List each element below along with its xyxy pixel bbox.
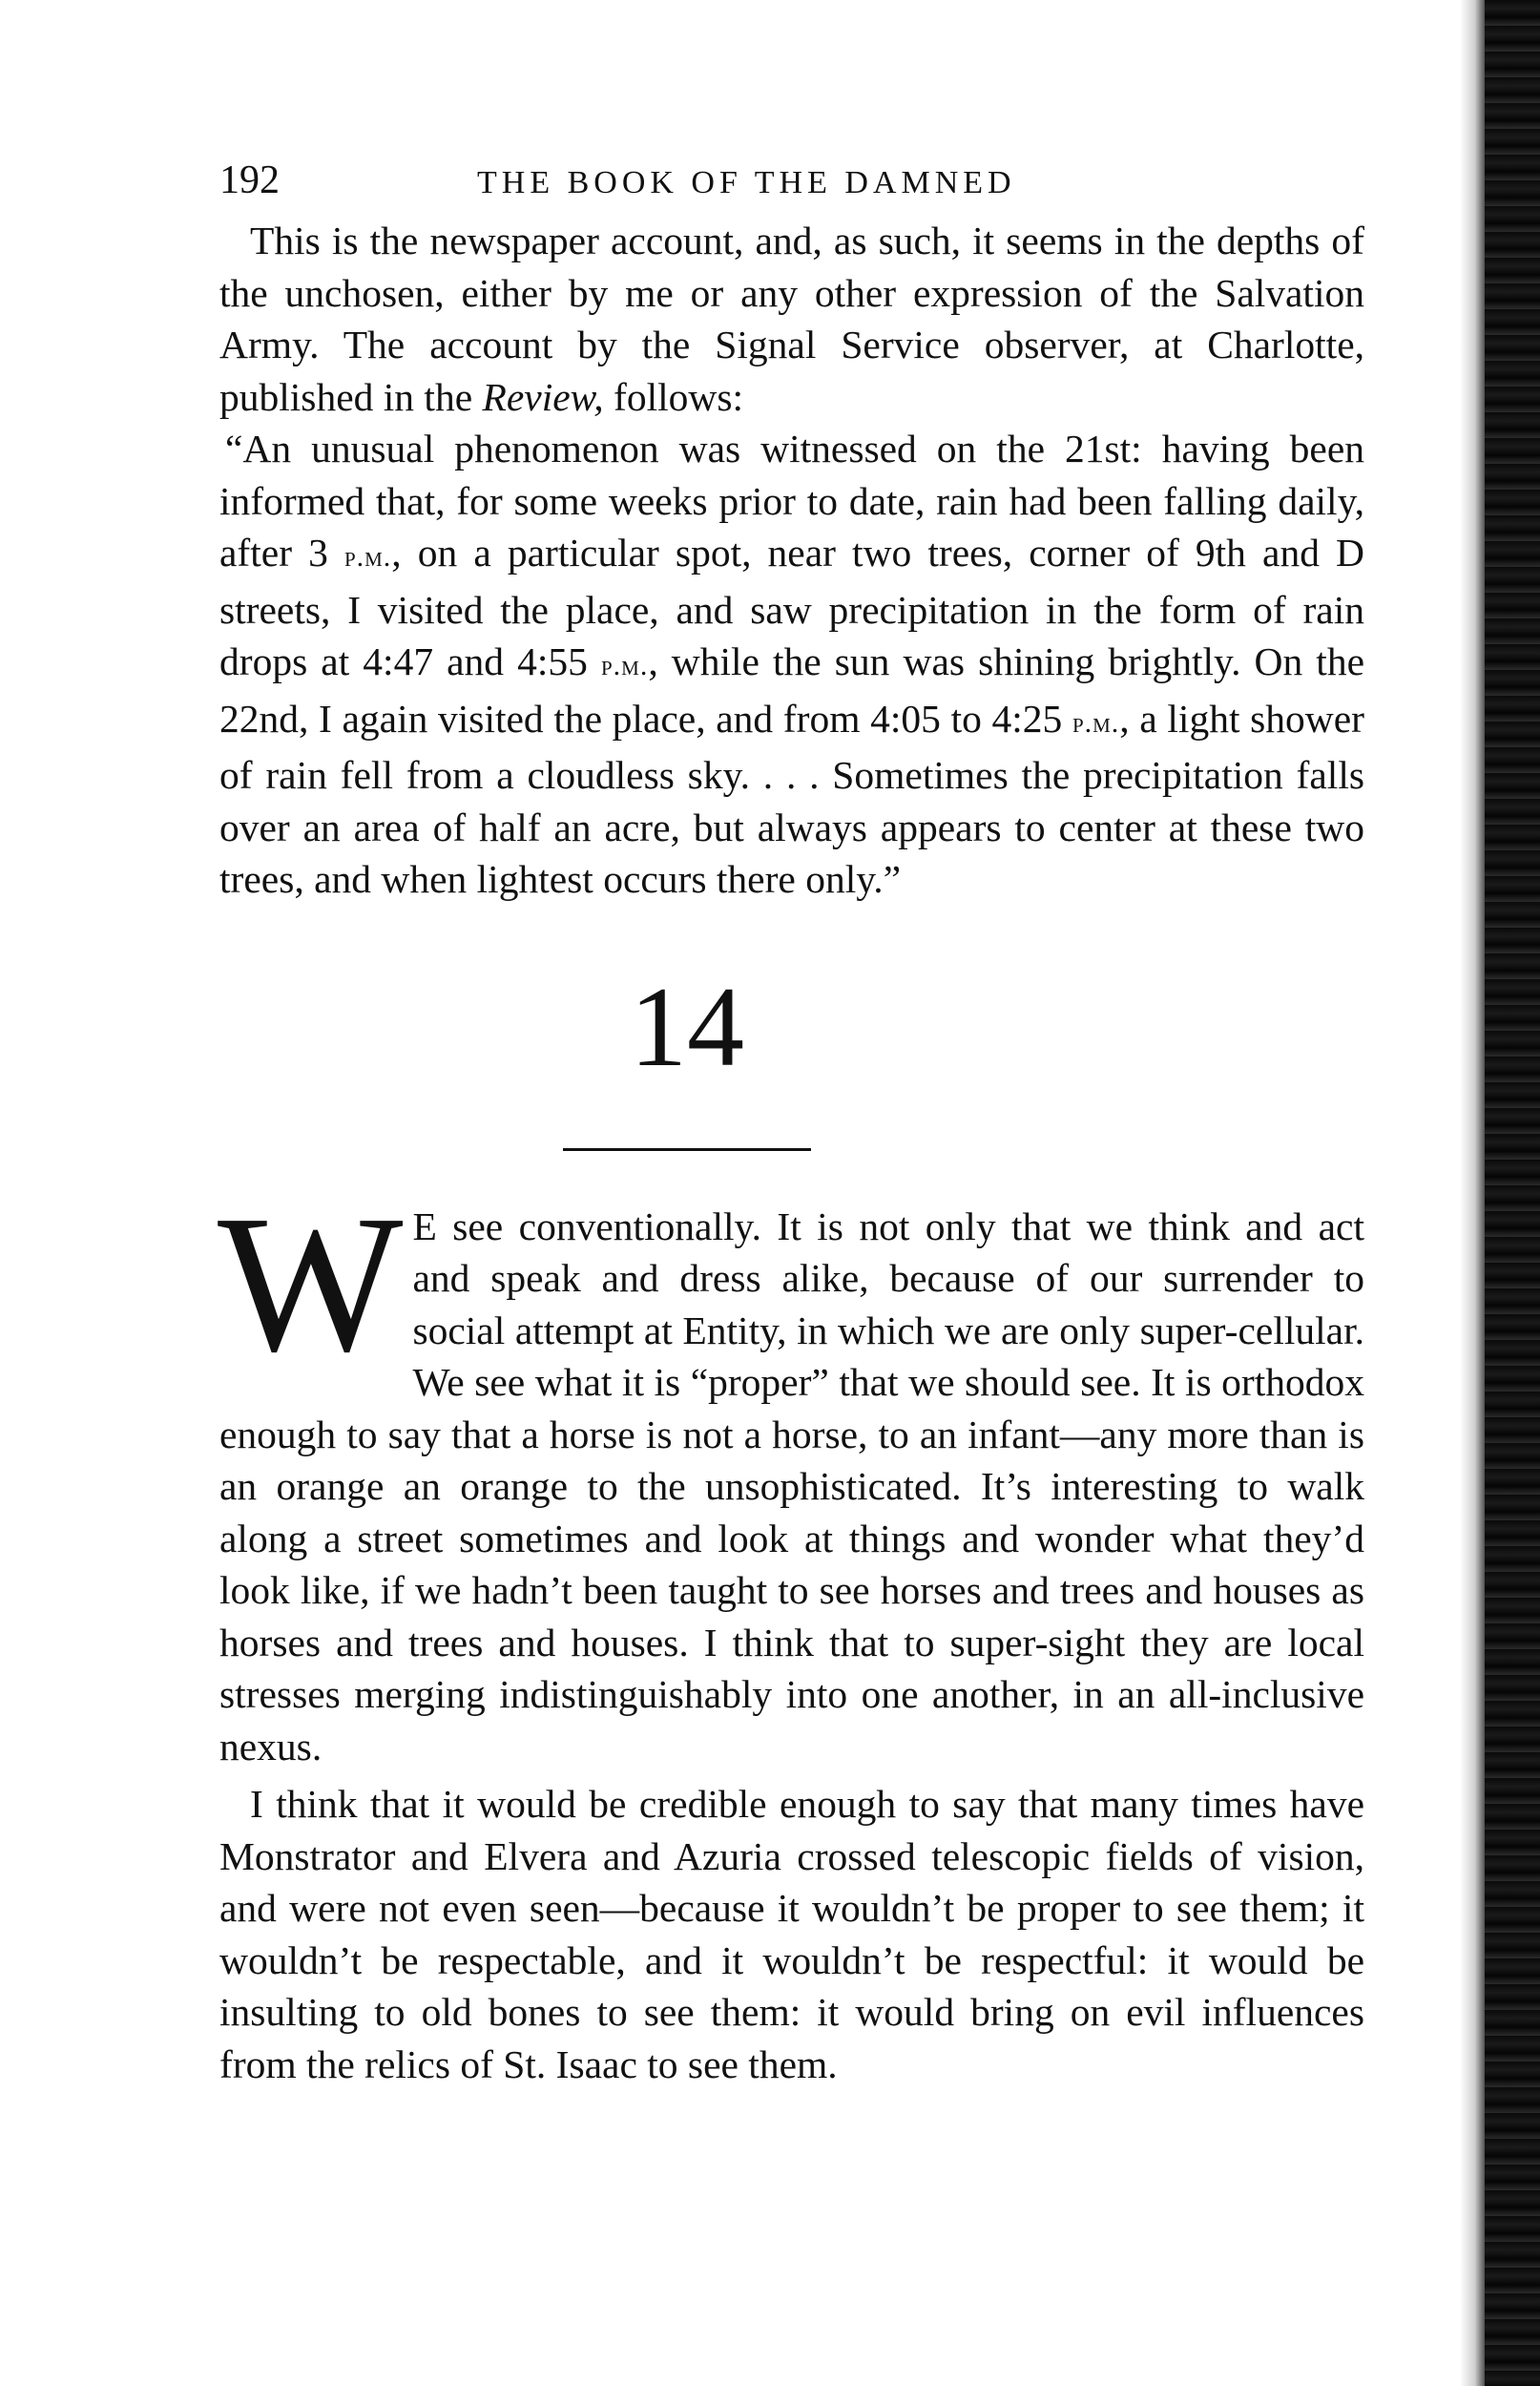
book-page	[219, 157, 1364, 2090]
book-title: THE BOOK OF THE DAMNED	[477, 165, 1016, 200]
binding-edge	[1485, 0, 1540, 2386]
chapter-heading	[219, 962, 1155, 1151]
observer-quote: “An unusual phenomenon was witnessed on the 21st: having been informed that, for some weeks prior to date, rain had been falling daily, after 3 p.m., on a particular spot, near two trees, corner of 9th and D streets, I visited the place, and saw precipitation in the form of rain drops at 4:47 and 4:55 p.m., while the sun was shining brightly. On the 22nd, I again visited the place, and from 4:05 to 4:25 p.m., a light shower of rain fell from a cloudless sky. . . . Sometimes the precipitation falls over an area of half an acre, but always appears to center at these two trees, and when lightest occurs there only.”	[219, 427, 1365, 901]
chapter-first-paragraph: E see conventionally. It is not only that we think and act and speak and dress alike, because of our surrender to social attempt at Entity, in which we are only super-cellular. We see what it is “proper” that we should see. It is orthodox enough to say that a horse is not a horse, to an infant—any more than is an orange an orange to the unsophisticated. It’s interesting to walk along a street sometimes and look at things and wonder what they’d look like, if we hadn’t been taught to see horses and trees and houses as horses and trees and houses. I think that to super-sight they are local stresses merging indistinguishably into one another, in an all-inclusive nexus.	[219, 1203, 1364, 1769]
chapter-rule	[563, 1148, 811, 1151]
review-title: Review,	[482, 374, 604, 419]
chapter-body	[218, 1173, 1364, 2091]
chapter-number: 14	[630, 962, 744, 1090]
running-head	[219, 157, 1364, 215]
drop-cap: W	[218, 1173, 404, 1392]
chapter-second-paragraph: I think that it would be credible enough to say that many times have Monstrator and Elvera and Azuria crossed telescopic fields of vision, and were not even seen—because it wouldn’t be proper to see them; it wouldn’t be respectable, and it wouldn’t be respectful: it would be insulting to old bones to see them: it would bring on evil influences from the relics of St. Isaac to see them.	[219, 1782, 1364, 2086]
page-number: 192	[219, 158, 280, 202]
paragraph-newspaper-account: This is the newspaper account, and, as such, it seems in the depths of the unchosen, either by me or any other expression of the Salvation Army. The account by the Signal Service observer, at Charlotte, published in the Review, follows:	[219, 219, 1364, 419]
binding-shadow	[1460, 0, 1485, 2386]
